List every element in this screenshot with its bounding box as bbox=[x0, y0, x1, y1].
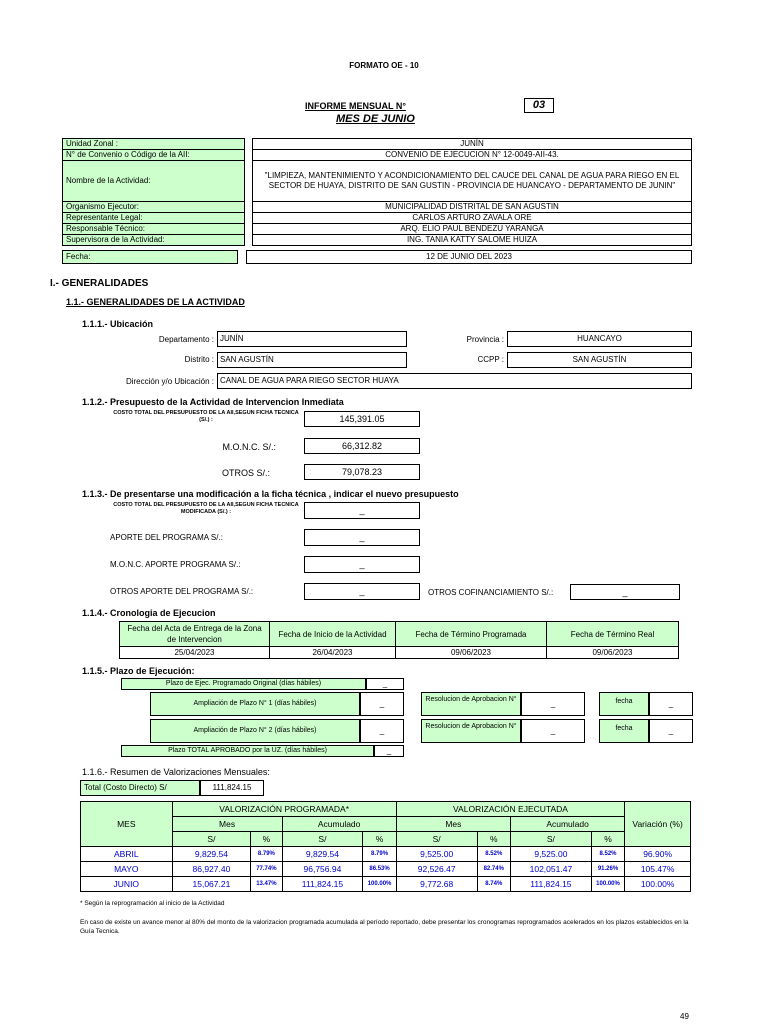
ejec-acum-header: Acumulado bbox=[510, 817, 624, 832]
aporte-field: _ bbox=[304, 529, 420, 546]
provincia-field: HUANCAYO bbox=[507, 331, 692, 347]
section-generalidades: I.- GENERALIDADES bbox=[50, 278, 149, 289]
crono-value: 25/04/2023 bbox=[120, 647, 270, 659]
table-row bbox=[81, 847, 691, 862]
section-1-1-6: 1.1.6.- Resumen de Valorizaciones Mensuales: bbox=[82, 767, 270, 777]
info-value: ING. TANIA KATTY SALOME HUIZA bbox=[253, 235, 692, 246]
otros-field: 79,078.23 bbox=[304, 464, 420, 480]
page-number: 49 bbox=[680, 1012, 689, 1021]
col-pct-header: % bbox=[591, 832, 624, 847]
info-label: Unidad Zonal : bbox=[63, 139, 245, 150]
cronologia-table bbox=[119, 621, 679, 659]
plazo-programado-field: _ bbox=[366, 678, 404, 690]
cell: 9,525.00 bbox=[510, 847, 591, 862]
fecha-2-field: _ bbox=[649, 719, 693, 743]
provincia-label: Provincia : bbox=[466, 335, 504, 344]
plazo-total-field: _ bbox=[374, 745, 404, 757]
section-1-1-5: 1.1.5.- Plazo de Ejecución: bbox=[82, 666, 195, 676]
section-1-1-4: 1.1.4.- Cronologia de Ejecucion bbox=[82, 608, 216, 618]
fecha-1-field: _ bbox=[649, 692, 693, 716]
cell-pct: 8.79% bbox=[251, 847, 282, 862]
col-pct-header: % bbox=[251, 832, 282, 847]
costo-total-label: COSTO TOTAL DEL PRESUPUESTO DE LA AII,SEGUN FICHA TECNICA (S/.) : bbox=[113, 410, 299, 423]
col-s-header: S/ bbox=[396, 832, 477, 847]
ampliacion-1-label: Ampliación de Plazo N° 1 (días hábiles) bbox=[150, 692, 360, 716]
informe-number: 03 bbox=[524, 98, 554, 113]
col-s-header: S/ bbox=[282, 832, 363, 847]
cell: 111,824.15 bbox=[282, 877, 363, 892]
row-mes: MAYO bbox=[81, 862, 173, 877]
info-label: Supervisora de la Actividad: bbox=[63, 235, 245, 246]
cell-pct: 8.79% bbox=[363, 847, 396, 862]
crono-value: 09/06/2023 bbox=[396, 647, 547, 659]
table-row bbox=[81, 862, 691, 877]
cell-pct: 86.53% bbox=[363, 862, 396, 877]
monc-label: M.O.N.C. S/.: bbox=[222, 442, 276, 452]
info-value: JUNÍN bbox=[253, 139, 692, 150]
info-label: Organismo Ejecutor: bbox=[63, 202, 245, 213]
info-label: N° de Convenio o Código de la AII: bbox=[63, 150, 245, 161]
fecha-value: 12 DE JUNIO DEL 2023 bbox=[246, 250, 692, 264]
cell: 9,829.54 bbox=[172, 847, 251, 862]
cell-pct: 91.26% bbox=[591, 862, 624, 877]
cell: 96,756.94 bbox=[282, 862, 363, 877]
cell-variacion: 96.90% bbox=[625, 847, 691, 862]
section-1-1: 1.1.- GENERALIDADES DE LA ACTIVIDAD bbox=[66, 297, 245, 307]
plazo-programado-label: Plazo de Ejec. Programado Original (días hábiles) bbox=[121, 678, 366, 690]
info-table bbox=[62, 138, 692, 246]
total-costo-label: Total (Costo Directo) S/ bbox=[80, 780, 200, 796]
otros-aporte-label: OTROS APORTE DEL PROGRAMA S/.: bbox=[110, 587, 254, 596]
valorizaciones-table bbox=[80, 801, 691, 892]
crono-header: Fecha de Inicio de la Actividad bbox=[270, 622, 396, 647]
footnote-avance: En caso de existe un avance menor al 80% del monto de la valorizacion programada acumulada al período reportado, debe presentar los cronogramas reprogramados acelerados en los plazos establecidos en la Guía Tecnica. bbox=[80, 919, 689, 935]
formato-title: FORMATO OE - 10 bbox=[349, 61, 419, 70]
otros-aporte-field: _ bbox=[304, 583, 420, 600]
row-mes: ABRIL bbox=[81, 847, 173, 862]
cell-pct: 8.74% bbox=[477, 877, 510, 892]
prog-acum-header: Acumulado bbox=[282, 817, 396, 832]
cell: 9,772.68 bbox=[396, 877, 477, 892]
cell-variacion: 105.47% bbox=[625, 862, 691, 877]
ampliacion-2-label: Ampliación de Plazo N° 2 (días hábiles) bbox=[150, 719, 360, 743]
crono-value: 26/04/2023 bbox=[270, 647, 396, 659]
direccion-label: Dirección y/o Ubicación : bbox=[125, 377, 214, 386]
departamento-label: Departamento : bbox=[158, 335, 214, 344]
costo-total-field: 145,391.05 bbox=[304, 411, 420, 427]
variacion-header: Variación (%) bbox=[625, 802, 691, 847]
cell: 86,927.40 bbox=[172, 862, 251, 877]
distrito-label: Distrito : bbox=[184, 355, 214, 364]
cell: 15,067.21 bbox=[172, 877, 251, 892]
fecha-1-label: fecha bbox=[599, 692, 649, 716]
info-label: Representante Legal: bbox=[63, 213, 245, 224]
resolucion-1-field: _ bbox=[521, 692, 585, 716]
ejecutada-header: VALORIZACIÓN EJECUTADA bbox=[396, 802, 624, 817]
section-1-1-2: 1.1.2.- Presupuesto de la Actividad de Intervencion Inmediata bbox=[82, 397, 344, 407]
table-row bbox=[81, 877, 691, 892]
cell-pct: 100.00% bbox=[591, 877, 624, 892]
ejec-mes-header: Mes bbox=[396, 817, 510, 832]
info-value: "LIMPIEZA, MANTENIMIENTO Y ACONDICIONAMIENTO DEL CAUCE DEL CANAL DE AGUA PARA RIEGO EN EL SECTOR DE HUAYA, DISTRITO DE SAN GUSTIN - PROVINCIA DE HUANCAYO - DEPARTAMENTO DE JUNIN" bbox=[253, 161, 692, 202]
cell-pct: 77.74% bbox=[251, 862, 282, 877]
cell: 9,829.54 bbox=[282, 847, 363, 862]
fecha-2-label: fecha bbox=[599, 719, 649, 743]
info-value: ARQ. ELIO PAUL BENDEZU YARANGA bbox=[253, 224, 692, 235]
costo-mod-field: _ bbox=[304, 502, 420, 519]
crono-header: Fecha de Término Programada bbox=[396, 622, 547, 647]
ccpp-field: SAN AGUSTÍN bbox=[507, 352, 692, 368]
fecha-label: Fecha: bbox=[62, 250, 238, 264]
crono-value: 09/06/2023 bbox=[547, 647, 679, 659]
monc-field: 66,312.82 bbox=[304, 438, 420, 454]
programada-header: VALORIZACIÓN PROGRAMADA* bbox=[172, 802, 396, 817]
info-value: MUNICIPALIDAD DISTRITAL DE SAN AGUSTIN bbox=[253, 202, 692, 213]
cell: 102,051.47 bbox=[510, 862, 591, 877]
otros-label: OTROS S/.: bbox=[221, 468, 270, 478]
row-mes: JUNIO bbox=[81, 877, 173, 892]
cell-pct: 100.00% bbox=[363, 877, 396, 892]
informe-label: INFORME MENSUAL N° bbox=[305, 101, 406, 111]
col-s-header: S/ bbox=[172, 832, 251, 847]
departamento-field: JUNÍN bbox=[217, 331, 407, 347]
resolucion-2-field: _ bbox=[521, 719, 585, 743]
info-value: CARLOS ARTURO ZAVALA ORE bbox=[253, 213, 692, 224]
cofinanciamiento-field: _ bbox=[570, 584, 680, 600]
direccion-field: CANAL DE AGUA PARA RIEGO SECTOR HUAYA bbox=[217, 373, 692, 389]
monc-aporte-field: _ bbox=[304, 556, 420, 573]
info-label: Nombre de la Actividad: bbox=[63, 161, 245, 202]
cell: 111,824.15 bbox=[510, 877, 591, 892]
col-pct-header: % bbox=[477, 832, 510, 847]
section-1-1-1: 1.1.1.- Ubicación bbox=[82, 319, 154, 329]
costo-mod-label: COSTO TOTAL DEL PRESUPUESTO DE LA AII,SEGUN FICHA TECNICA MODIFICADA (S/.) : bbox=[113, 502, 299, 515]
ampliacion-2-field: _ bbox=[360, 719, 404, 743]
mes-header: MES bbox=[81, 802, 173, 847]
month-title: MES DE JUNIO bbox=[336, 113, 415, 125]
cell-pct: 8.52% bbox=[591, 847, 624, 862]
cell-pct: 8.52% bbox=[477, 847, 510, 862]
cell-variacion: 100.00% bbox=[625, 877, 691, 892]
resolucion-2-label: Resolucion de Aprobacion N° bbox=[421, 719, 521, 743]
crono-header: Fecha de Término Real bbox=[547, 622, 679, 647]
distrito-field: SAN AGUSTÍN bbox=[217, 352, 407, 368]
info-label: Responsable Técnico: bbox=[63, 224, 245, 235]
cell: 9,525.00 bbox=[396, 847, 477, 862]
crono-header: Fecha del Acta de Entrega de la Zona de Intervencion bbox=[120, 622, 270, 647]
prog-mes-header: Mes bbox=[172, 817, 282, 832]
ccpp-label: CCPP : bbox=[477, 355, 504, 364]
col-pct-header: % bbox=[363, 832, 396, 847]
cell-pct: 82.74% bbox=[477, 862, 510, 877]
footnote-reprogramacion: * Según la reprogramación al inicio de la Actividad bbox=[80, 900, 225, 907]
monc-aporte-label: M.O.N.C. APORTE PROGRAMA S/.: bbox=[110, 560, 241, 569]
plazo-total-label: Plazo TOTAL APROBADO por la UZ. (días hábiles) bbox=[121, 745, 374, 757]
cell-pct: 13.47% bbox=[251, 877, 282, 892]
aporte-label: APORTE DEL PROGRAMA S/.: bbox=[110, 533, 223, 542]
info-value: CONVENIO DE EJECUCION N° 12-0049-AII-43. bbox=[253, 150, 692, 161]
total-costo-field: 111,824.15 bbox=[200, 780, 264, 796]
cell: 92,526.47 bbox=[396, 862, 477, 877]
ampliacion-1-field: _ bbox=[360, 692, 404, 716]
section-1-1-3: 1.1.3.- De presentarse una modificación a la ficha técnica , indicar el nuevo presupuesto bbox=[82, 489, 459, 499]
resolucion-1-label: Resolucion de Aprobacion N° bbox=[421, 692, 521, 716]
col-s-header: S/ bbox=[510, 832, 591, 847]
cofinanciamiento-label: OTROS COFINANCIAMIENTO S/.: bbox=[428, 588, 554, 597]
